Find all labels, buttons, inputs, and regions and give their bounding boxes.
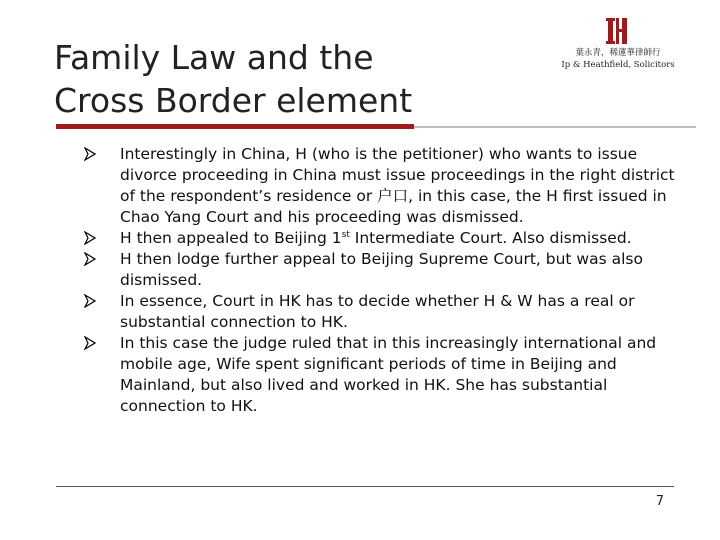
bullet-text: Interestingly in China, H (who is the petitioner) who wants to issue divorce proceeding in China must issue proceedings in the right district of the respondent’s residence or 户口, in this case, the H first issued in Chao Yang Court and his proceeding was dismissed. (120, 145, 675, 226)
arrow-bullet-icon (84, 231, 96, 245)
page-number: 7 (655, 494, 664, 509)
arrow-bullet-icon (84, 294, 96, 308)
bullet-item-2 (84, 228, 684, 249)
bullet-text-continued: Intermediate Court. Also dismissed. (349, 229, 632, 247)
logo-mark-icon (606, 18, 630, 44)
bullet-item-4 (84, 291, 684, 333)
arrow-bullet-icon (84, 336, 96, 350)
bullet-item-3 (84, 249, 684, 291)
arrow-bullet-icon (84, 147, 96, 161)
footer-divider (56, 486, 674, 487)
slide-title-line-2: Cross Border element (54, 81, 413, 120)
slide-title (54, 36, 474, 122)
arrow-bullet-icon (84, 252, 96, 266)
logo-english-name: Ip & Heathfield, Solicitors (561, 60, 675, 70)
title-divider-accent (56, 124, 414, 129)
title-divider (414, 126, 696, 128)
bullet-text: In this case the judge ruled that in this increasingly international and mobile age, Wife spent significant periods of time in Beijing and Mainland, but also lived and worked in HK. She has substantial connection to HK. (120, 334, 657, 415)
bullet-item-1 (84, 144, 684, 228)
slide-title-line-1: Family Law and the (54, 38, 374, 77)
bullet-text: H then lodge further appeal to Beijing Supreme Court, but was also dismissed. (120, 250, 643, 289)
bullet-text: In essence, Court in HK has to decide whether H & W has a real or substantial connection to HK. (120, 292, 635, 331)
bullet-list (84, 144, 684, 417)
bullet-text: H then appealed to Beijing 1 (120, 229, 342, 247)
bullet-item-5 (84, 333, 684, 417)
ordinal-suffix: st (341, 229, 350, 240)
firm-logo (548, 18, 688, 70)
logo-chinese-name: 葉永青，稀蓮華律師行 (575, 48, 661, 58)
